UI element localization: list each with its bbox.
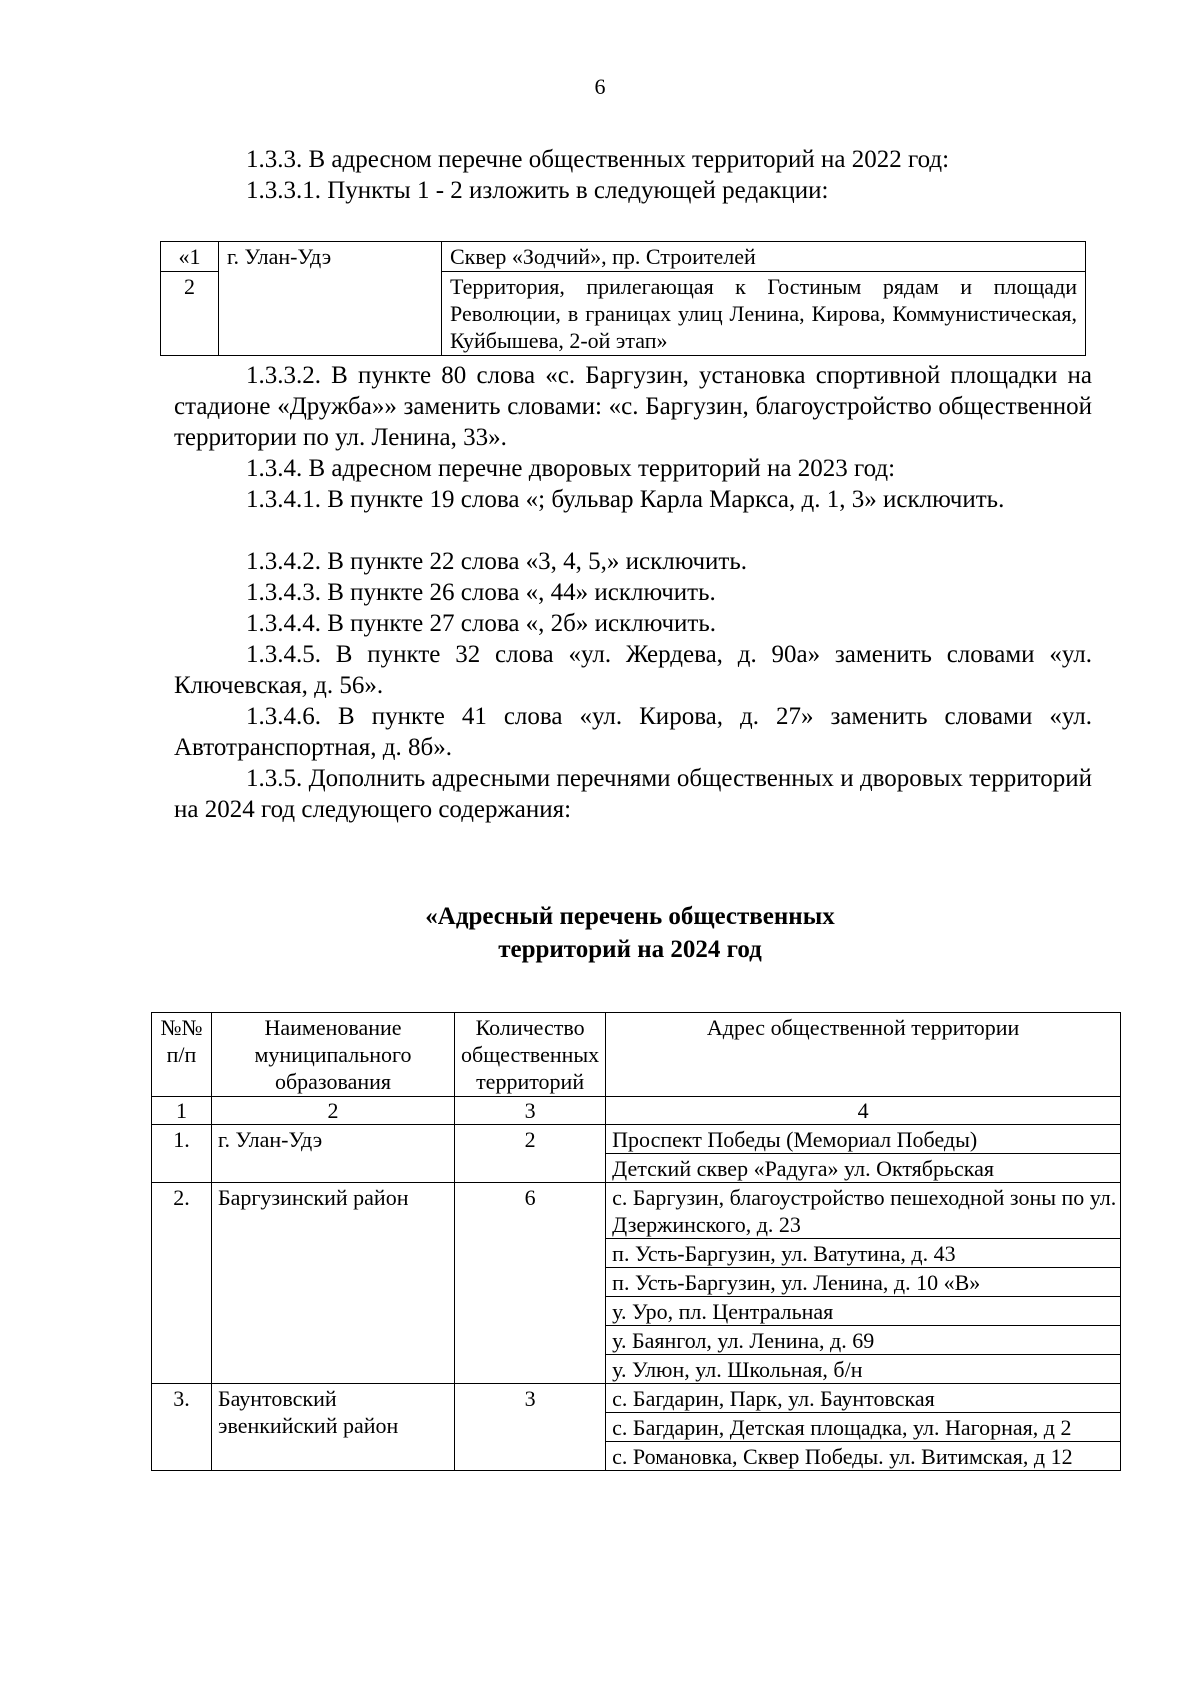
section-title-line-2: территорий на 2024 год [498,936,762,963]
paragraph-1-3-5: 1.3.5. Дополнить адресными перечнями общественных и дворовых территорий на 2024 год следующего содержания: [174,765,1092,823]
count-cell: 6 [455,1183,606,1384]
table-row [152,1125,1121,1183]
object-cell: Территория, прилегающая к Гостиным рядам и площади Революции, в границах улиц Ленина, Кирова, Коммунистическая, Куйбышева, 2-ой этап» [442,272,1086,356]
paragraph-1-3-3-2: 1.3.3.2. В пункте 80 слова «с. Баргузин, установка спортивной площадки на стадионе «Дружба»» заменить словами: «с. Баргузин, благоустройство общественной территории по ул. Ленина, 33». [174,362,1092,451]
table-row [152,1384,1121,1471]
header-municipality: Наименование муниципального образования [212,1013,455,1097]
paragraph-1-3-4-4: 1.3.4.4. В пункте 27 слова «, 2б» исключить. [246,610,716,637]
paragraph-1-3-4: 1.3.4. В адресном перечне дворовых территорий на 2023 год: [246,455,896,482]
replacement-table-2022 [160,241,1086,356]
object-cell: Сквер «Зодчий», пр. Строителей [442,242,1086,272]
municipality-cell: г. Улан-Удэ [212,1125,455,1183]
address-cell [606,1125,1121,1183]
address-item: п. Усть-Баргузин, ул. Ватутина, д. 43 [606,1238,1120,1267]
row-number: 2. [152,1183,212,1384]
row-number: 1. [152,1125,212,1183]
count-cell: 2 [455,1125,606,1183]
paragraph-1-3-3: 1.3.3. В адресном перечне общественных территорий на 2022 год: [246,146,950,173]
address-cell [606,1384,1121,1471]
paragraph-1-3-4-6: 1.3.4.6. В пункте 41 слова «ул. Кирова, д. 27» заменить словами «ул. Автотранспортная, д. 8б». [174,703,1092,761]
address-cell [606,1183,1121,1384]
address-item: с. Баргузин, благоустройство пешеходной зоны по ул. Дзержинского, д. 23 [612,1185,1117,1237]
paragraph-1-3-4-1: 1.3.4.1. В пункте 19 слова «; бульвар Карла Маркса, д. 1, 3» исключить. [246,486,1005,513]
table-row [161,242,1086,272]
municipality-cell: Баргузинский район [212,1183,455,1384]
municipality-cell: Баунтовский эвенкийский район [212,1384,455,1471]
paragraph-1-3-4-3: 1.3.4.3. В пункте 26 слова «, 44» исключить. [246,579,716,606]
column-number: 4 [606,1097,1121,1125]
address-item: Проспект Победы (Мемориал Победы) [612,1127,978,1152]
paragraph-1-3-4-2: 1.3.4.2. В пункте 22 слова «3, 4, 5,» исключить. [246,548,748,575]
header-count: Количество общественных территорий [455,1013,606,1097]
address-item: у. Улюн, ул. Школьная, б/н [606,1354,1120,1383]
count-cell: 3 [455,1384,606,1471]
address-item: с. Романовка, Сквер Победы. ул. Витимская, д 12 [606,1441,1120,1470]
paragraph-1-3-4-5: 1.3.4.5. В пункте 32 слова «ул. Жердева, д. 90а» заменить словами «ул. Ключевская, д. 56». [174,641,1092,699]
column-number: 1 [152,1097,212,1125]
address-list-table-2024 [151,1012,1121,1471]
header-address: Адрес общественной территории [606,1013,1121,1097]
header-row [152,1013,1121,1097]
row-number: «1 [161,242,219,272]
address-item: с. Багдарин, Парк, ул. Баунтовская [612,1386,935,1411]
page-number: 6 [594,74,606,99]
address-item: у. Баянгол, ул. Ленина, д. 69 [606,1325,1120,1354]
column-number-row [152,1097,1121,1125]
address-item: с. Багдарин, Детская площадка, ул. Нагорная, д 2 [606,1412,1120,1441]
column-number: 3 [455,1097,606,1125]
paragraph-1-3-3-1: 1.3.3.1. Пункты 1 - 2 изложить в следующей редакции: [246,177,829,204]
column-number: 2 [212,1097,455,1125]
table-row [152,1183,1121,1384]
header-num: №№ п/п [152,1013,212,1097]
address-item: п. Усть-Баргузин, ул. Ленина, д. 10 «В» [606,1267,1120,1296]
row-number: 2 [161,272,219,356]
address-item: у. Уро, пл. Центральная [606,1296,1120,1325]
section-title-line-1: «Адресный перечень общественных [425,903,835,930]
municipality-cell: г. Улан-Удэ [219,242,442,356]
row-number: 3. [152,1384,212,1471]
address-item: Детский сквер «Радуга» ул. Октябрьская [606,1153,1120,1182]
